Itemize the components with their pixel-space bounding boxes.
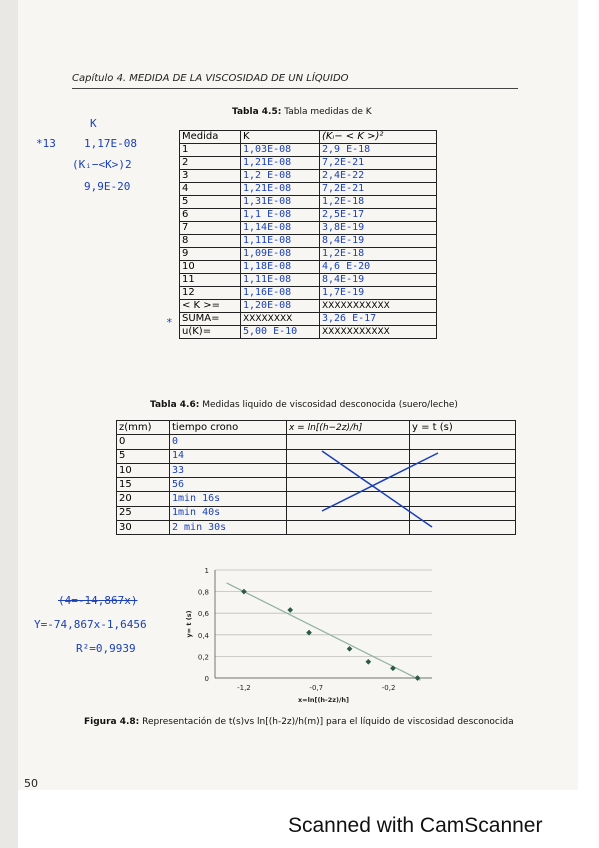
table46-cell-tiempo: 14 [170, 449, 287, 463]
table45-header-medida: Medida [180, 131, 241, 144]
note-value13: 1,17E-08 [84, 137, 137, 150]
table45-cell-deviation: 8,4E-19 [320, 235, 437, 248]
table46-header-y: y = t (s) [410, 421, 516, 435]
chart-y-axis-label: y= t (s) [185, 610, 193, 638]
page-number: 50 [24, 777, 38, 790]
chart-x-axis-label: x=ln[(h-2z)/h] [297, 696, 350, 704]
table45-sum-label: SUMA= [180, 313, 241, 326]
note-k: K [90, 117, 97, 130]
note-star: * [166, 316, 173, 329]
table45-cell-k: 1,18E-08 [241, 261, 320, 274]
table45-cell-deviation: 7,2E-21 [320, 183, 437, 196]
chart-y-tick-label: 0 [204, 675, 209, 683]
figure48-chart [170, 560, 440, 708]
table45-cell-deviation: 8,4E-19 [320, 274, 437, 287]
chart-y-tick-label: 1 [204, 567, 209, 575]
table45-mean-value: 1,20E-08 [241, 300, 320, 313]
scanner-watermark: Scanned with CamScanner [288, 814, 543, 837]
note-diff-value: 9,9E-20 [84, 180, 131, 193]
table45-cell-deviation: 7,2E-21 [320, 157, 437, 170]
table46-header-z: z(mm) [117, 421, 170, 435]
table45-cell-k: 1,2 E-08 [241, 170, 320, 183]
table46-cell-tiempo: 2 min 30s [170, 521, 287, 535]
table45-caption-text: Tabla medidas de K [284, 107, 372, 117]
table45-cell-k: 1,11E-08 [241, 274, 320, 287]
table46-cell-tiempo: 1min 40s [170, 506, 287, 520]
table45-header-k: K [241, 131, 320, 144]
table46-cell-tiempo: 33 [170, 463, 287, 477]
note-r-squared: R²=0,9939 [76, 642, 136, 655]
table46-caption-text: Medidas liquido de viscosidad desconocida (suero/leche) [202, 400, 458, 410]
figure48-caption [84, 717, 514, 727]
table45-cell-medida: 6 [180, 209, 241, 222]
chart-y-tick-label: 0,6 [197, 610, 209, 619]
chart-data-point [366, 659, 372, 665]
table45-cell-k: 1,31E-08 [241, 196, 320, 209]
table46-cell-tiempo: 1min 16s [170, 492, 287, 506]
table46-cell-tiempo: 56 [170, 478, 287, 492]
table45-sum-value: 3,26 E-17 [320, 313, 437, 326]
chart-data-point [287, 607, 293, 613]
table45-cell-deviation: 1,2E-18 [320, 248, 437, 261]
table45-u-label: u(K)= [180, 326, 241, 339]
table45-cell-medida: 4 [180, 183, 241, 196]
note-fit-equation: Y=-74,867x-1,6456 [34, 618, 147, 631]
table45-cell-k: 1,21E-08 [241, 183, 320, 196]
figure48-caption-text: Representación de t(s)vs ln[(h-2z)/h(m)] para el líquido de viscosidad desconocida [142, 717, 514, 727]
table45-u-fill: XXXXXXXXXXX [320, 326, 437, 339]
table45-cell-medida: 2 [180, 157, 241, 170]
table45-cell-k: 1,16E-08 [241, 287, 320, 300]
table46-cell-z: 25 [117, 506, 170, 520]
chart-y-tick-label: 0,4 [197, 631, 209, 640]
table45-cell-deviation: 2,9 E-18 [320, 144, 437, 157]
table45-cell-deviation: 2,5E-17 [320, 209, 437, 222]
table45-cell-k: 1,14E-08 [241, 222, 320, 235]
table45-cell-medida: 1 [180, 144, 241, 157]
table45-cell-deviation: 4,6 E-20 [320, 261, 437, 274]
chart-x-tick-label: -0,7 [309, 684, 324, 692]
table45-cell-deviation: 1,2E-18 [320, 196, 437, 209]
chapter-header: Capítulo 4. MEDIDA DE LA VISCOSIDAD DE UN LÍQUIDO [72, 73, 349, 84]
table45-mean-fill: XXXXXXXXXXX [320, 300, 437, 313]
chart-trendline [227, 583, 421, 680]
table45-cell-deviation: 1,7E-19 [320, 287, 437, 300]
figure48-caption-label: Figura 4.8: [84, 717, 140, 727]
chart-x-tick-label: -0,2 [381, 684, 396, 692]
table45-caption-label: Tabla 4.5: [232, 107, 282, 117]
table45-cell-medida: 11 [180, 274, 241, 287]
table45-sum-fill: XXXXXXXX [241, 313, 320, 326]
table45-cell-k: 1,1 E-08 [241, 209, 320, 222]
table46-cell-z: 30 [117, 521, 170, 535]
note-diff-label: (Kᵢ−<K>)2 [72, 158, 132, 171]
table46-cell-z: 10 [117, 463, 170, 477]
table46-header-tiempo: tiempo crono [170, 421, 287, 435]
table45-mean-label: < K >= [180, 300, 241, 313]
table46-cell-z: 20 [117, 492, 170, 506]
table46-cell-z: 0 [117, 435, 170, 449]
table45-cell-medida: 8 [180, 235, 241, 248]
table45-cell-medida: 9 [180, 248, 241, 261]
table45-cell-medida: 5 [180, 196, 241, 209]
table45-header-deviation: (Kᵢ− < K >)² [320, 131, 437, 144]
table45-cell-medida: 10 [180, 261, 241, 274]
table46-header-x: x = ln[(h−2z)/h] [287, 421, 410, 435]
chart-y-tick-label: 0,8 [197, 588, 209, 597]
table45-cell-medida: 7 [180, 222, 241, 235]
chart-data-point [241, 589, 247, 595]
table46-cell-z: 5 [117, 449, 170, 463]
table45-cell-medida: 12 [180, 287, 241, 300]
table45-cell-k: 1,21E-08 [241, 157, 320, 170]
table45-u-value: 5,00 E-10 [241, 326, 320, 339]
chart-y-tick-label: 0,2 [197, 653, 209, 662]
table45-cell-medida: 3 [180, 170, 241, 183]
cross-stroke-1 [322, 451, 432, 527]
cross-stroke-2 [322, 453, 438, 511]
chart-x-tick-label: -1,2 [237, 684, 251, 692]
chart-data-point [390, 665, 396, 671]
table46-cell-z: 15 [117, 478, 170, 492]
table45-cell-deviation: 3,8E-19 [320, 222, 437, 235]
chart-data-point [347, 646, 353, 652]
table45-cell-k: 1,09E-08 [241, 248, 320, 261]
table45-cell-k: 1,03E-08 [241, 144, 320, 157]
note-item13: *13 [36, 137, 56, 150]
table46-caption-label: Tabla 4.6: [150, 400, 200, 410]
table46-cell-tiempo: 0 [170, 435, 287, 449]
table45-cell-k: 1,11E-08 [241, 235, 320, 248]
table45-cell-deviation: 2,4E-22 [320, 170, 437, 183]
note-fit-crossed: (4=-14,867x) [58, 594, 138, 607]
